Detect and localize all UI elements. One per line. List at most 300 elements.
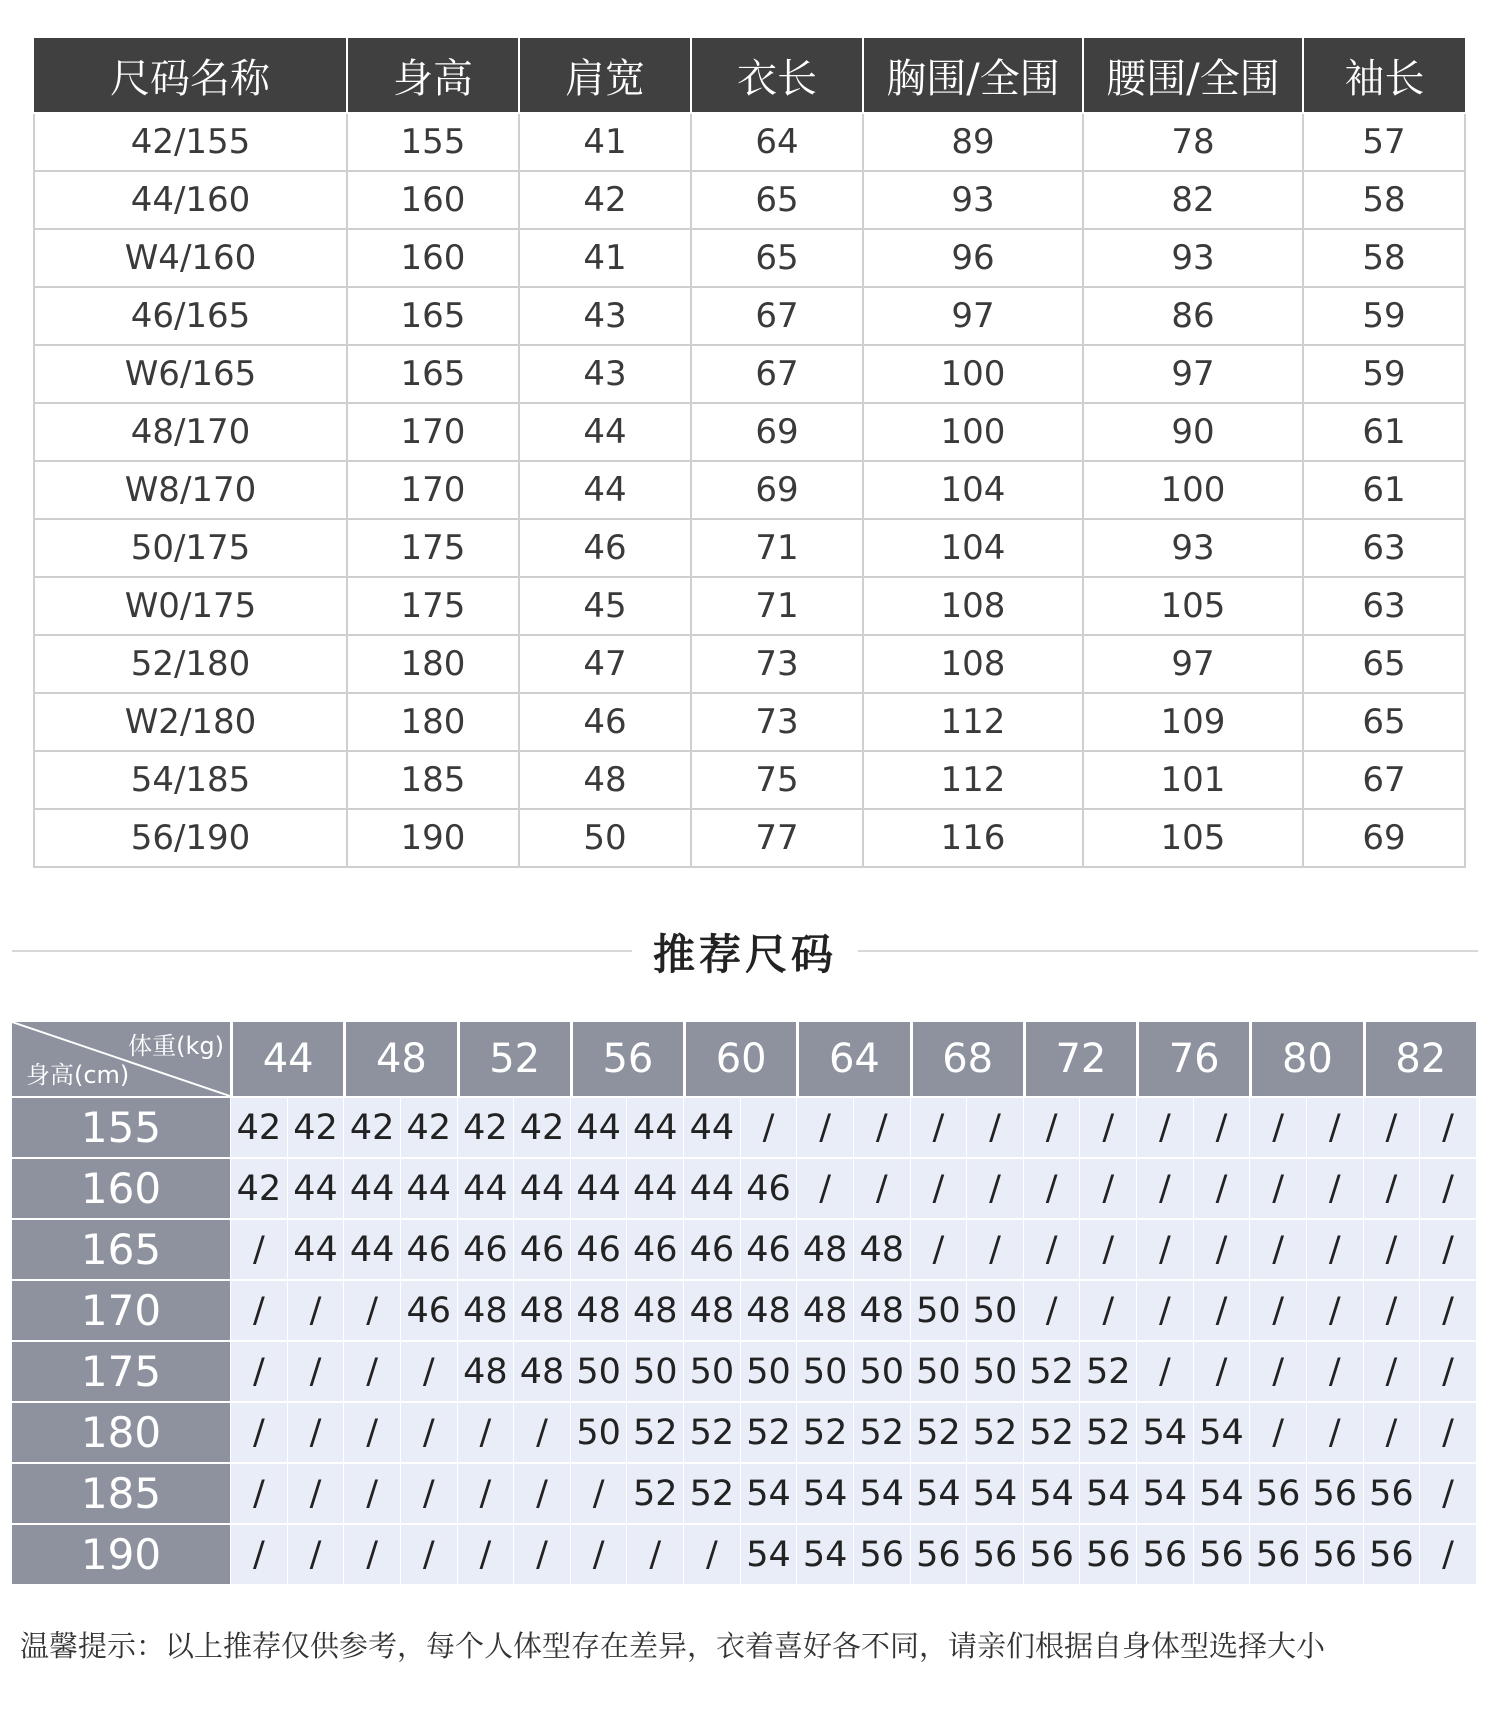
size-chart-cell: 170 bbox=[347, 461, 519, 519]
recommend-cell: 44 bbox=[683, 1096, 740, 1157]
size-chart-cell: 108 bbox=[863, 635, 1083, 693]
size-chart-cell: 93 bbox=[1083, 229, 1303, 287]
recommend-cell: 50 bbox=[740, 1340, 797, 1401]
size-chart-header-row bbox=[34, 38, 1465, 113]
recommend-cell: / bbox=[513, 1523, 570, 1584]
recommend-cell: 52 bbox=[683, 1462, 740, 1523]
recommend-cell: 42 bbox=[287, 1096, 344, 1157]
recommend-cell: / bbox=[1306, 1096, 1363, 1157]
recommend-cell: 42 bbox=[343, 1096, 400, 1157]
recommend-cell: / bbox=[1193, 1096, 1250, 1157]
size-chart-cell: 54/185 bbox=[34, 751, 347, 809]
size-chart-cell: 101 bbox=[1083, 751, 1303, 809]
size-chart-header: 身高 bbox=[347, 38, 519, 113]
recommend-cell: / bbox=[1363, 1096, 1420, 1157]
size-chart-cell: 46/165 bbox=[34, 287, 347, 345]
recommend-cell: / bbox=[1306, 1157, 1363, 1218]
size-chart-row bbox=[34, 345, 1465, 403]
recommend-cell: 48 bbox=[513, 1340, 570, 1401]
size-chart-cell: 58 bbox=[1303, 229, 1465, 287]
recommend-cell: / bbox=[1023, 1096, 1080, 1157]
recommend-cell: / bbox=[1136, 1157, 1193, 1218]
corner-header bbox=[12, 1022, 230, 1096]
recommend-cell: / bbox=[1363, 1401, 1420, 1462]
recommend-cell: 54 bbox=[853, 1462, 910, 1523]
size-chart-cell: 89 bbox=[863, 113, 1083, 171]
size-chart-cell: 69 bbox=[691, 461, 863, 519]
recommend-cell: / bbox=[796, 1157, 853, 1218]
recommend-cell: 48 bbox=[740, 1279, 797, 1340]
size-chart-cell: 108 bbox=[863, 577, 1083, 635]
recommend-cell: / bbox=[626, 1523, 683, 1584]
size-chart-cell: 56/190 bbox=[34, 809, 347, 867]
recommend-cell: / bbox=[1193, 1157, 1250, 1218]
recommend-cell: 50 bbox=[910, 1340, 967, 1401]
size-chart-cell: 69 bbox=[1303, 809, 1465, 867]
recommend-cell: 56 bbox=[1193, 1523, 1250, 1584]
recommend-cell: / bbox=[400, 1462, 457, 1523]
size-chart-cell: 52/180 bbox=[34, 635, 347, 693]
recommend-cell: / bbox=[1419, 1096, 1476, 1157]
recommend-cell: 52 bbox=[626, 1401, 683, 1462]
recommend-cell: / bbox=[457, 1462, 514, 1523]
recommend-cell: / bbox=[1249, 1401, 1306, 1462]
height-header: 160 bbox=[12, 1157, 230, 1218]
recommend-row bbox=[12, 1523, 1476, 1584]
size-chart-row bbox=[34, 751, 1465, 809]
size-chart-cell: 93 bbox=[863, 171, 1083, 229]
weight-header: 44 bbox=[230, 1022, 343, 1096]
recommend-cell: / bbox=[287, 1462, 344, 1523]
height-header: 185 bbox=[12, 1462, 230, 1523]
weight-header: 82 bbox=[1363, 1022, 1476, 1096]
recommend-cell: 54 bbox=[1136, 1462, 1193, 1523]
height-header: 190 bbox=[12, 1523, 230, 1584]
size-chart-cell: 57 bbox=[1303, 113, 1465, 171]
recommend-cell: 44 bbox=[457, 1157, 514, 1218]
recommend-cell: / bbox=[1306, 1401, 1363, 1462]
size-chart-cell: 71 bbox=[691, 519, 863, 577]
size-chart-cell: 48 bbox=[519, 751, 691, 809]
recommend-cell: / bbox=[513, 1462, 570, 1523]
size-chart-cell: 105 bbox=[1083, 577, 1303, 635]
recommend-cell: 56 bbox=[1306, 1462, 1363, 1523]
recommend-cell: / bbox=[1079, 1096, 1136, 1157]
recommend-cell: / bbox=[1193, 1340, 1250, 1401]
recommend-cell: 48 bbox=[457, 1340, 514, 1401]
recommend-cell: 54 bbox=[1023, 1462, 1080, 1523]
size-chart-header: 腰围/全围 bbox=[1083, 38, 1303, 113]
recommend-cell: 52 bbox=[626, 1462, 683, 1523]
weight-header-row bbox=[12, 1022, 1476, 1096]
size-chart-cell: 43 bbox=[519, 345, 691, 403]
size-chart-cell: 165 bbox=[347, 345, 519, 403]
size-chart-cell: W0/175 bbox=[34, 577, 347, 635]
size-chart-cell: 59 bbox=[1303, 345, 1465, 403]
recommend-cell: / bbox=[910, 1218, 967, 1279]
size-chart-cell: 90 bbox=[1083, 403, 1303, 461]
recommend-cell: 42 bbox=[230, 1157, 287, 1218]
recommend-cell: 50 bbox=[626, 1340, 683, 1401]
recommend-cell: 42 bbox=[513, 1096, 570, 1157]
recommend-cell: 54 bbox=[1193, 1401, 1250, 1462]
recommend-cell: 48 bbox=[626, 1279, 683, 1340]
recommend-cell: 48 bbox=[513, 1279, 570, 1340]
recommend-cell: / bbox=[287, 1340, 344, 1401]
size-chart-row bbox=[34, 171, 1465, 229]
recommend-cell: 54 bbox=[1136, 1401, 1193, 1462]
size-chart-row bbox=[34, 519, 1465, 577]
size-chart-cell: 44/160 bbox=[34, 171, 347, 229]
recommend-cell: 50 bbox=[570, 1340, 627, 1401]
recommend-cell: 42 bbox=[457, 1096, 514, 1157]
recommend-cell: / bbox=[230, 1523, 287, 1584]
size-chart-cell: 61 bbox=[1303, 461, 1465, 519]
recommend-cell: 42 bbox=[230, 1096, 287, 1157]
recommend-cell: 54 bbox=[796, 1462, 853, 1523]
recommend-cell: / bbox=[570, 1523, 627, 1584]
recommend-cell: 48 bbox=[570, 1279, 627, 1340]
size-chart-cell: 97 bbox=[1083, 345, 1303, 403]
size-chart-cell: 175 bbox=[347, 577, 519, 635]
size-chart-cell: 77 bbox=[691, 809, 863, 867]
size-chart-table bbox=[33, 38, 1466, 868]
size-chart-cell: 41 bbox=[519, 229, 691, 287]
size-chart-cell: 44 bbox=[519, 403, 691, 461]
size-chart-cell: 73 bbox=[691, 693, 863, 751]
recommend-cell: / bbox=[683, 1523, 740, 1584]
recommend-cell: / bbox=[1023, 1279, 1080, 1340]
recommend-cell: 56 bbox=[1079, 1523, 1136, 1584]
recommend-cell: / bbox=[1023, 1157, 1080, 1218]
size-chart-cell: 82 bbox=[1083, 171, 1303, 229]
size-chart-cell: W6/165 bbox=[34, 345, 347, 403]
recommend-cell: / bbox=[343, 1279, 400, 1340]
size-chart-header: 胸围/全围 bbox=[863, 38, 1083, 113]
recommend-size-table bbox=[12, 1022, 1476, 1584]
recommend-cell: / bbox=[1079, 1157, 1136, 1218]
recommend-cell: 54 bbox=[740, 1523, 797, 1584]
height-header: 180 bbox=[12, 1401, 230, 1462]
weight-header: 80 bbox=[1249, 1022, 1362, 1096]
size-chart-cell: 75 bbox=[691, 751, 863, 809]
recommend-cell: 48 bbox=[457, 1279, 514, 1340]
recommend-cell: / bbox=[853, 1096, 910, 1157]
recommend-cell: / bbox=[457, 1523, 514, 1584]
recommend-cell: 52 bbox=[966, 1401, 1023, 1462]
size-chart-cell: 78 bbox=[1083, 113, 1303, 171]
recommend-cell: 52 bbox=[683, 1401, 740, 1462]
size-chart-cell: 42 bbox=[519, 171, 691, 229]
size-chart-cell: W2/180 bbox=[34, 693, 347, 751]
recommend-cell: 48 bbox=[796, 1218, 853, 1279]
recommend-cell: / bbox=[343, 1523, 400, 1584]
size-chart-cell: 100 bbox=[863, 345, 1083, 403]
size-chart-cell: 46 bbox=[519, 693, 691, 751]
size-chart-cell: 65 bbox=[1303, 635, 1465, 693]
recommend-cell: / bbox=[1363, 1279, 1420, 1340]
recommend-cell: 52 bbox=[1023, 1401, 1080, 1462]
recommend-cell: 56 bbox=[1249, 1462, 1306, 1523]
recommend-cell: / bbox=[230, 1462, 287, 1523]
recommend-cell: 56 bbox=[966, 1523, 1023, 1584]
recommend-cell: 44 bbox=[626, 1096, 683, 1157]
size-chart-cell: 63 bbox=[1303, 577, 1465, 635]
size-chart-cell: 64 bbox=[691, 113, 863, 171]
size-chart-cell: 112 bbox=[863, 751, 1083, 809]
size-chart-cell: 112 bbox=[863, 693, 1083, 751]
recommend-cell: 56 bbox=[1023, 1523, 1080, 1584]
recommend-cell: / bbox=[287, 1401, 344, 1462]
size-chart-cell: 100 bbox=[863, 403, 1083, 461]
recommend-cell: / bbox=[1249, 1340, 1306, 1401]
recommend-cell: 46 bbox=[457, 1218, 514, 1279]
size-chart-cell: 160 bbox=[347, 229, 519, 287]
size-chart-cell: 59 bbox=[1303, 287, 1465, 345]
recommend-cell: 56 bbox=[1306, 1523, 1363, 1584]
recommend-cell: 56 bbox=[1363, 1523, 1420, 1584]
recommend-cell: 48 bbox=[853, 1279, 910, 1340]
recommend-title: 推荐尺码 bbox=[652, 930, 837, 979]
recommend-cell: 52 bbox=[1023, 1340, 1080, 1401]
recommend-cell: / bbox=[1079, 1218, 1136, 1279]
recommend-cell: 50 bbox=[910, 1279, 967, 1340]
weight-header: 64 bbox=[796, 1022, 909, 1096]
recommend-cell: / bbox=[966, 1218, 1023, 1279]
size-chart-row bbox=[34, 577, 1465, 635]
recommend-row bbox=[12, 1157, 1476, 1218]
weight-header: 52 bbox=[457, 1022, 570, 1096]
recommend-cell: / bbox=[966, 1096, 1023, 1157]
recommend-cell: 50 bbox=[966, 1340, 1023, 1401]
weight-axis-label: 体重(kg) bbox=[128, 1032, 225, 1060]
recommend-cell: 46 bbox=[626, 1218, 683, 1279]
recommend-cell: 50 bbox=[966, 1279, 1023, 1340]
recommend-cell: 46 bbox=[683, 1218, 740, 1279]
size-chart-cell: 155 bbox=[347, 113, 519, 171]
recommend-cell: / bbox=[1249, 1096, 1306, 1157]
recommend-cell: / bbox=[570, 1462, 627, 1523]
size-chart-row bbox=[34, 461, 1465, 519]
size-chart-cell: 104 bbox=[863, 519, 1083, 577]
recommend-cell: / bbox=[1249, 1157, 1306, 1218]
recommend-cell: / bbox=[1306, 1279, 1363, 1340]
recommend-cell: 52 bbox=[796, 1401, 853, 1462]
weight-header: 48 bbox=[343, 1022, 456, 1096]
recommend-cell: / bbox=[343, 1462, 400, 1523]
recommend-cell: 44 bbox=[287, 1218, 344, 1279]
recommend-cell: / bbox=[1419, 1462, 1476, 1523]
size-chart-cell: 93 bbox=[1083, 519, 1303, 577]
size-chart-row bbox=[34, 287, 1465, 345]
recommend-cell: / bbox=[230, 1340, 287, 1401]
recommend-cell: / bbox=[343, 1340, 400, 1401]
recommend-cell: / bbox=[1249, 1279, 1306, 1340]
recommend-section-heading bbox=[0, 918, 1500, 984]
recommend-cell: / bbox=[1419, 1340, 1476, 1401]
size-chart-cell: 41 bbox=[519, 113, 691, 171]
recommend-cell: 54 bbox=[910, 1462, 967, 1523]
recommend-cell: / bbox=[1023, 1218, 1080, 1279]
weight-header: 56 bbox=[570, 1022, 683, 1096]
recommend-cell: / bbox=[230, 1279, 287, 1340]
recommend-cell: / bbox=[400, 1523, 457, 1584]
recommend-cell: 52 bbox=[740, 1401, 797, 1462]
recommend-cell: 44 bbox=[400, 1157, 457, 1218]
size-chart-cell: 43 bbox=[519, 287, 691, 345]
size-chart-cell: 190 bbox=[347, 809, 519, 867]
heading-divider-right bbox=[858, 950, 1478, 952]
size-chart-cell: 48/170 bbox=[34, 403, 347, 461]
weight-header: 60 bbox=[683, 1022, 796, 1096]
recommend-cell: / bbox=[1136, 1218, 1193, 1279]
size-chart-cell: 67 bbox=[691, 345, 863, 403]
height-header: 155 bbox=[12, 1096, 230, 1157]
recommend-cell: 54 bbox=[796, 1523, 853, 1584]
recommend-cell: 44 bbox=[570, 1096, 627, 1157]
recommend-cell: 54 bbox=[1079, 1462, 1136, 1523]
recommend-cell: 48 bbox=[683, 1279, 740, 1340]
recommend-cell: / bbox=[400, 1401, 457, 1462]
recommend-cell: / bbox=[1136, 1096, 1193, 1157]
recommend-cell: / bbox=[1419, 1279, 1476, 1340]
recommend-cell: 44 bbox=[683, 1157, 740, 1218]
size-chart-cell: 97 bbox=[863, 287, 1083, 345]
recommend-cell: 56 bbox=[910, 1523, 967, 1584]
size-chart-cell: 96 bbox=[863, 229, 1083, 287]
recommend-cell: / bbox=[1363, 1218, 1420, 1279]
size-chart-cell: 180 bbox=[347, 693, 519, 751]
size-chart-cell: 69 bbox=[691, 403, 863, 461]
recommend-cell: / bbox=[1363, 1340, 1420, 1401]
size-chart-cell: 61 bbox=[1303, 403, 1465, 461]
recommend-cell: 42 bbox=[400, 1096, 457, 1157]
size-chart-cell: 65 bbox=[691, 171, 863, 229]
recommend-cell: 52 bbox=[1079, 1340, 1136, 1401]
recommend-cell: 56 bbox=[853, 1523, 910, 1584]
recommend-cell: / bbox=[1419, 1157, 1476, 1218]
recommend-cell: 56 bbox=[1249, 1523, 1306, 1584]
size-chart-cell: 67 bbox=[1303, 751, 1465, 809]
size-chart-header: 衣长 bbox=[691, 38, 863, 113]
recommend-cell: 46 bbox=[400, 1279, 457, 1340]
recommend-cell: 46 bbox=[570, 1218, 627, 1279]
size-chart-cell: 47 bbox=[519, 635, 691, 693]
recommend-cell: / bbox=[287, 1523, 344, 1584]
recommend-cell: / bbox=[1079, 1279, 1136, 1340]
height-header: 170 bbox=[12, 1279, 230, 1340]
recommend-row bbox=[12, 1462, 1476, 1523]
recommend-cell: 56 bbox=[1136, 1523, 1193, 1584]
size-chart-row bbox=[34, 809, 1465, 867]
recommend-cell: / bbox=[910, 1157, 967, 1218]
recommend-cell: 44 bbox=[513, 1157, 570, 1218]
size-chart-cell: W8/170 bbox=[34, 461, 347, 519]
size-chart-row bbox=[34, 229, 1465, 287]
weight-header: 68 bbox=[910, 1022, 1023, 1096]
size-chart-cell: 58 bbox=[1303, 171, 1465, 229]
size-chart-cell: 42/155 bbox=[34, 113, 347, 171]
recommend-cell: 46 bbox=[740, 1218, 797, 1279]
recommend-cell: / bbox=[1306, 1218, 1363, 1279]
recommend-cell: 44 bbox=[343, 1218, 400, 1279]
size-chart-header: 肩宽 bbox=[519, 38, 691, 113]
recommend-row bbox=[12, 1096, 1476, 1157]
recommend-cell: / bbox=[1419, 1218, 1476, 1279]
size-chart-row bbox=[34, 113, 1465, 171]
recommend-row bbox=[12, 1340, 1476, 1401]
heading-divider-left bbox=[12, 950, 632, 952]
size-chart-cell: 73 bbox=[691, 635, 863, 693]
size-chart-cell: 65 bbox=[691, 229, 863, 287]
recommend-cell: 52 bbox=[853, 1401, 910, 1462]
recommend-cell: 50 bbox=[570, 1401, 627, 1462]
recommend-cell: / bbox=[513, 1401, 570, 1462]
size-chart-cell: W4/160 bbox=[34, 229, 347, 287]
size-chart-cell: 50 bbox=[519, 809, 691, 867]
height-axis-label: 身高(cm) bbox=[26, 1061, 130, 1089]
recommend-cell: / bbox=[287, 1279, 344, 1340]
size-chart-row bbox=[34, 403, 1465, 461]
recommend-cell: / bbox=[1306, 1340, 1363, 1401]
recommend-cell: / bbox=[1193, 1218, 1250, 1279]
recommend-cell: 44 bbox=[570, 1157, 627, 1218]
weight-header: 72 bbox=[1023, 1022, 1136, 1096]
recommend-cell: / bbox=[796, 1096, 853, 1157]
recommend-cell: / bbox=[1193, 1279, 1250, 1340]
size-chart-header: 袖长 bbox=[1303, 38, 1465, 113]
size-chart-body bbox=[34, 113, 1465, 867]
recommend-row bbox=[12, 1218, 1476, 1279]
size-chart-cell: 105 bbox=[1083, 809, 1303, 867]
recommend-cell: / bbox=[1136, 1340, 1193, 1401]
recommend-cell: / bbox=[1419, 1401, 1476, 1462]
size-chart-cell: 71 bbox=[691, 577, 863, 635]
recommend-cell: 46 bbox=[740, 1157, 797, 1218]
recommend-cell: 52 bbox=[910, 1401, 967, 1462]
recommend-cell: 44 bbox=[287, 1157, 344, 1218]
size-chart-row bbox=[34, 635, 1465, 693]
size-chart-cell: 46 bbox=[519, 519, 691, 577]
footnote: 温馨提示：以上推荐仅供参考，每个人体型存在差异，衣着喜好各不同，请亲们根据自身体型选择大小 bbox=[20, 1629, 1326, 1663]
recommend-cell: / bbox=[343, 1401, 400, 1462]
size-chart-cell: 175 bbox=[347, 519, 519, 577]
size-chart-cell: 109 bbox=[1083, 693, 1303, 751]
recommend-cell: / bbox=[853, 1157, 910, 1218]
recommend-cell: 54 bbox=[1193, 1462, 1250, 1523]
size-chart-cell: 165 bbox=[347, 287, 519, 345]
size-chart-cell: 170 bbox=[347, 403, 519, 461]
recommend-cell: / bbox=[1419, 1523, 1476, 1584]
recommend-row bbox=[12, 1279, 1476, 1340]
recommend-cell: 44 bbox=[626, 1157, 683, 1218]
size-chart-cell: 100 bbox=[1083, 461, 1303, 519]
weight-header: 76 bbox=[1136, 1022, 1249, 1096]
recommend-cell: 50 bbox=[796, 1340, 853, 1401]
recommend-cell: / bbox=[230, 1401, 287, 1462]
recommend-size-body bbox=[12, 1096, 1476, 1584]
recommend-cell: / bbox=[966, 1157, 1023, 1218]
size-chart-cell: 65 bbox=[1303, 693, 1465, 751]
recommend-cell: / bbox=[457, 1401, 514, 1462]
recommend-cell: / bbox=[910, 1096, 967, 1157]
size-chart-cell: 185 bbox=[347, 751, 519, 809]
recommend-cell: / bbox=[1363, 1157, 1420, 1218]
recommend-cell: 46 bbox=[400, 1218, 457, 1279]
size-chart-cell: 63 bbox=[1303, 519, 1465, 577]
recommend-cell: / bbox=[400, 1340, 457, 1401]
recommend-cell: / bbox=[230, 1218, 287, 1279]
